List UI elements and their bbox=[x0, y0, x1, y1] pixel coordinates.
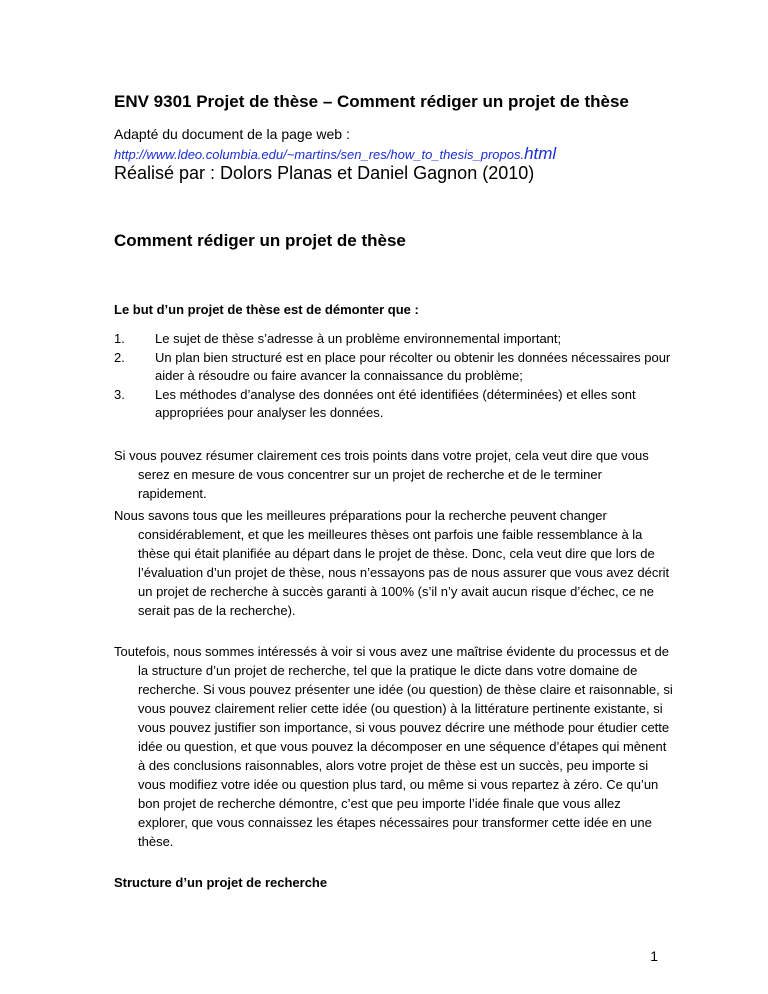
authors-line: Réalisé par : Dolors Planas et Daniel Gagnon (2010) bbox=[114, 163, 535, 183]
paragraph-evaluation: Nous savons tous que les meilleures préparations pour la recherche peuvent changer considérablement, et que les meilleures thèses ont parfois une faible ressemblance à la thèse qui était planifiée au départ dans le projet de thèse. Donc, cela veut dire que lors de l’évaluation d’un projet de thèse, nous n’essayons pas de nous assurer que vous avez décrit un projet de recherche à succès garanti à 100% (s’il n’y avait aucun risque d’échec, ce ne serait pas de la recherche). bbox=[114, 508, 670, 618]
list-item-text: Un plan bien structuré est en place pour récolter ou obtenir les données nécessaires pour aider à résoudre ou faire avancer la connaissance du problème; bbox=[155, 349, 671, 383]
list-item-number: 2. bbox=[114, 349, 125, 365]
section-heading: Comment rédiger un projet de thèse bbox=[114, 231, 406, 250]
goals-list bbox=[114, 330, 674, 423]
list-item bbox=[114, 349, 674, 386]
list-item-number: 3. bbox=[114, 386, 125, 402]
structure-heading: Structure d’un projet de recherche bbox=[114, 875, 328, 890]
source-url-extension: html bbox=[524, 144, 557, 163]
paragraph-summary: Si vous pouvez résumer clairement ces trois points dans votre projet, cela veut dire que vous serez en mesure de vous concentrer sur un projet de recherche et de le terminer rapidement. bbox=[114, 448, 649, 501]
source-url-link[interactable] bbox=[114, 144, 556, 164]
list-item bbox=[114, 386, 674, 423]
list-item bbox=[114, 330, 674, 349]
goal-heading: Le but d’un projet de thèse est de démonter que : bbox=[114, 302, 419, 317]
list-item-number: 1. bbox=[114, 331, 125, 346]
document-title: ENV 9301 Projet de thèse – Comment rédiger un projet de thèse bbox=[114, 92, 629, 111]
list-item-text: Le sujet de thèse s’adresse à un problème environnemental important; bbox=[155, 331, 562, 346]
list-item-text: Les méthodes d’analyse des données ont été identifiées (déterminées) et elles sont appropriées pour analyser les données. bbox=[155, 386, 636, 420]
page-number: 1 bbox=[650, 948, 658, 964]
source-url-main: http://www.ldeo.columbia.edu/~martins/sen_res/how_to_thesis_propos. bbox=[114, 147, 525, 162]
adapted-from-note: Adapté du document de la page web : bbox=[114, 126, 350, 142]
paragraph-mastery: Toutefois, nous sommes intéressés à voir si vous avez une maîtrise évidente du processus et de la structure d’un projet de recherche, tel que la pratique le dicte dans votre domaine de recherche. Si vous pouvez présenter une idée (ou question) de thèse claire et raisonnable, si vous pouvez clairement relier cette idée (ou question) à la littérature pertinente existante, si vous pouvez justifier son importance, si vous pouvez décrire une méthode pour étudier cette idée ou question, et que vous pouvez la décomposer en une séquence d’étapes qui mènent à des conclusions raisonnables, alors votre projet de thèse est un succès, peu importe si vous modifiez votre idée ou question plus tard, ou même si vous repartez à zéro. Ce qu’un bon projet de recherche démontre, c’est que peu importe l’idée finale que vous allez explorer, que vous connaissez les étapes nécessaires pour transformer cette idée en une thèse. bbox=[114, 644, 673, 849]
